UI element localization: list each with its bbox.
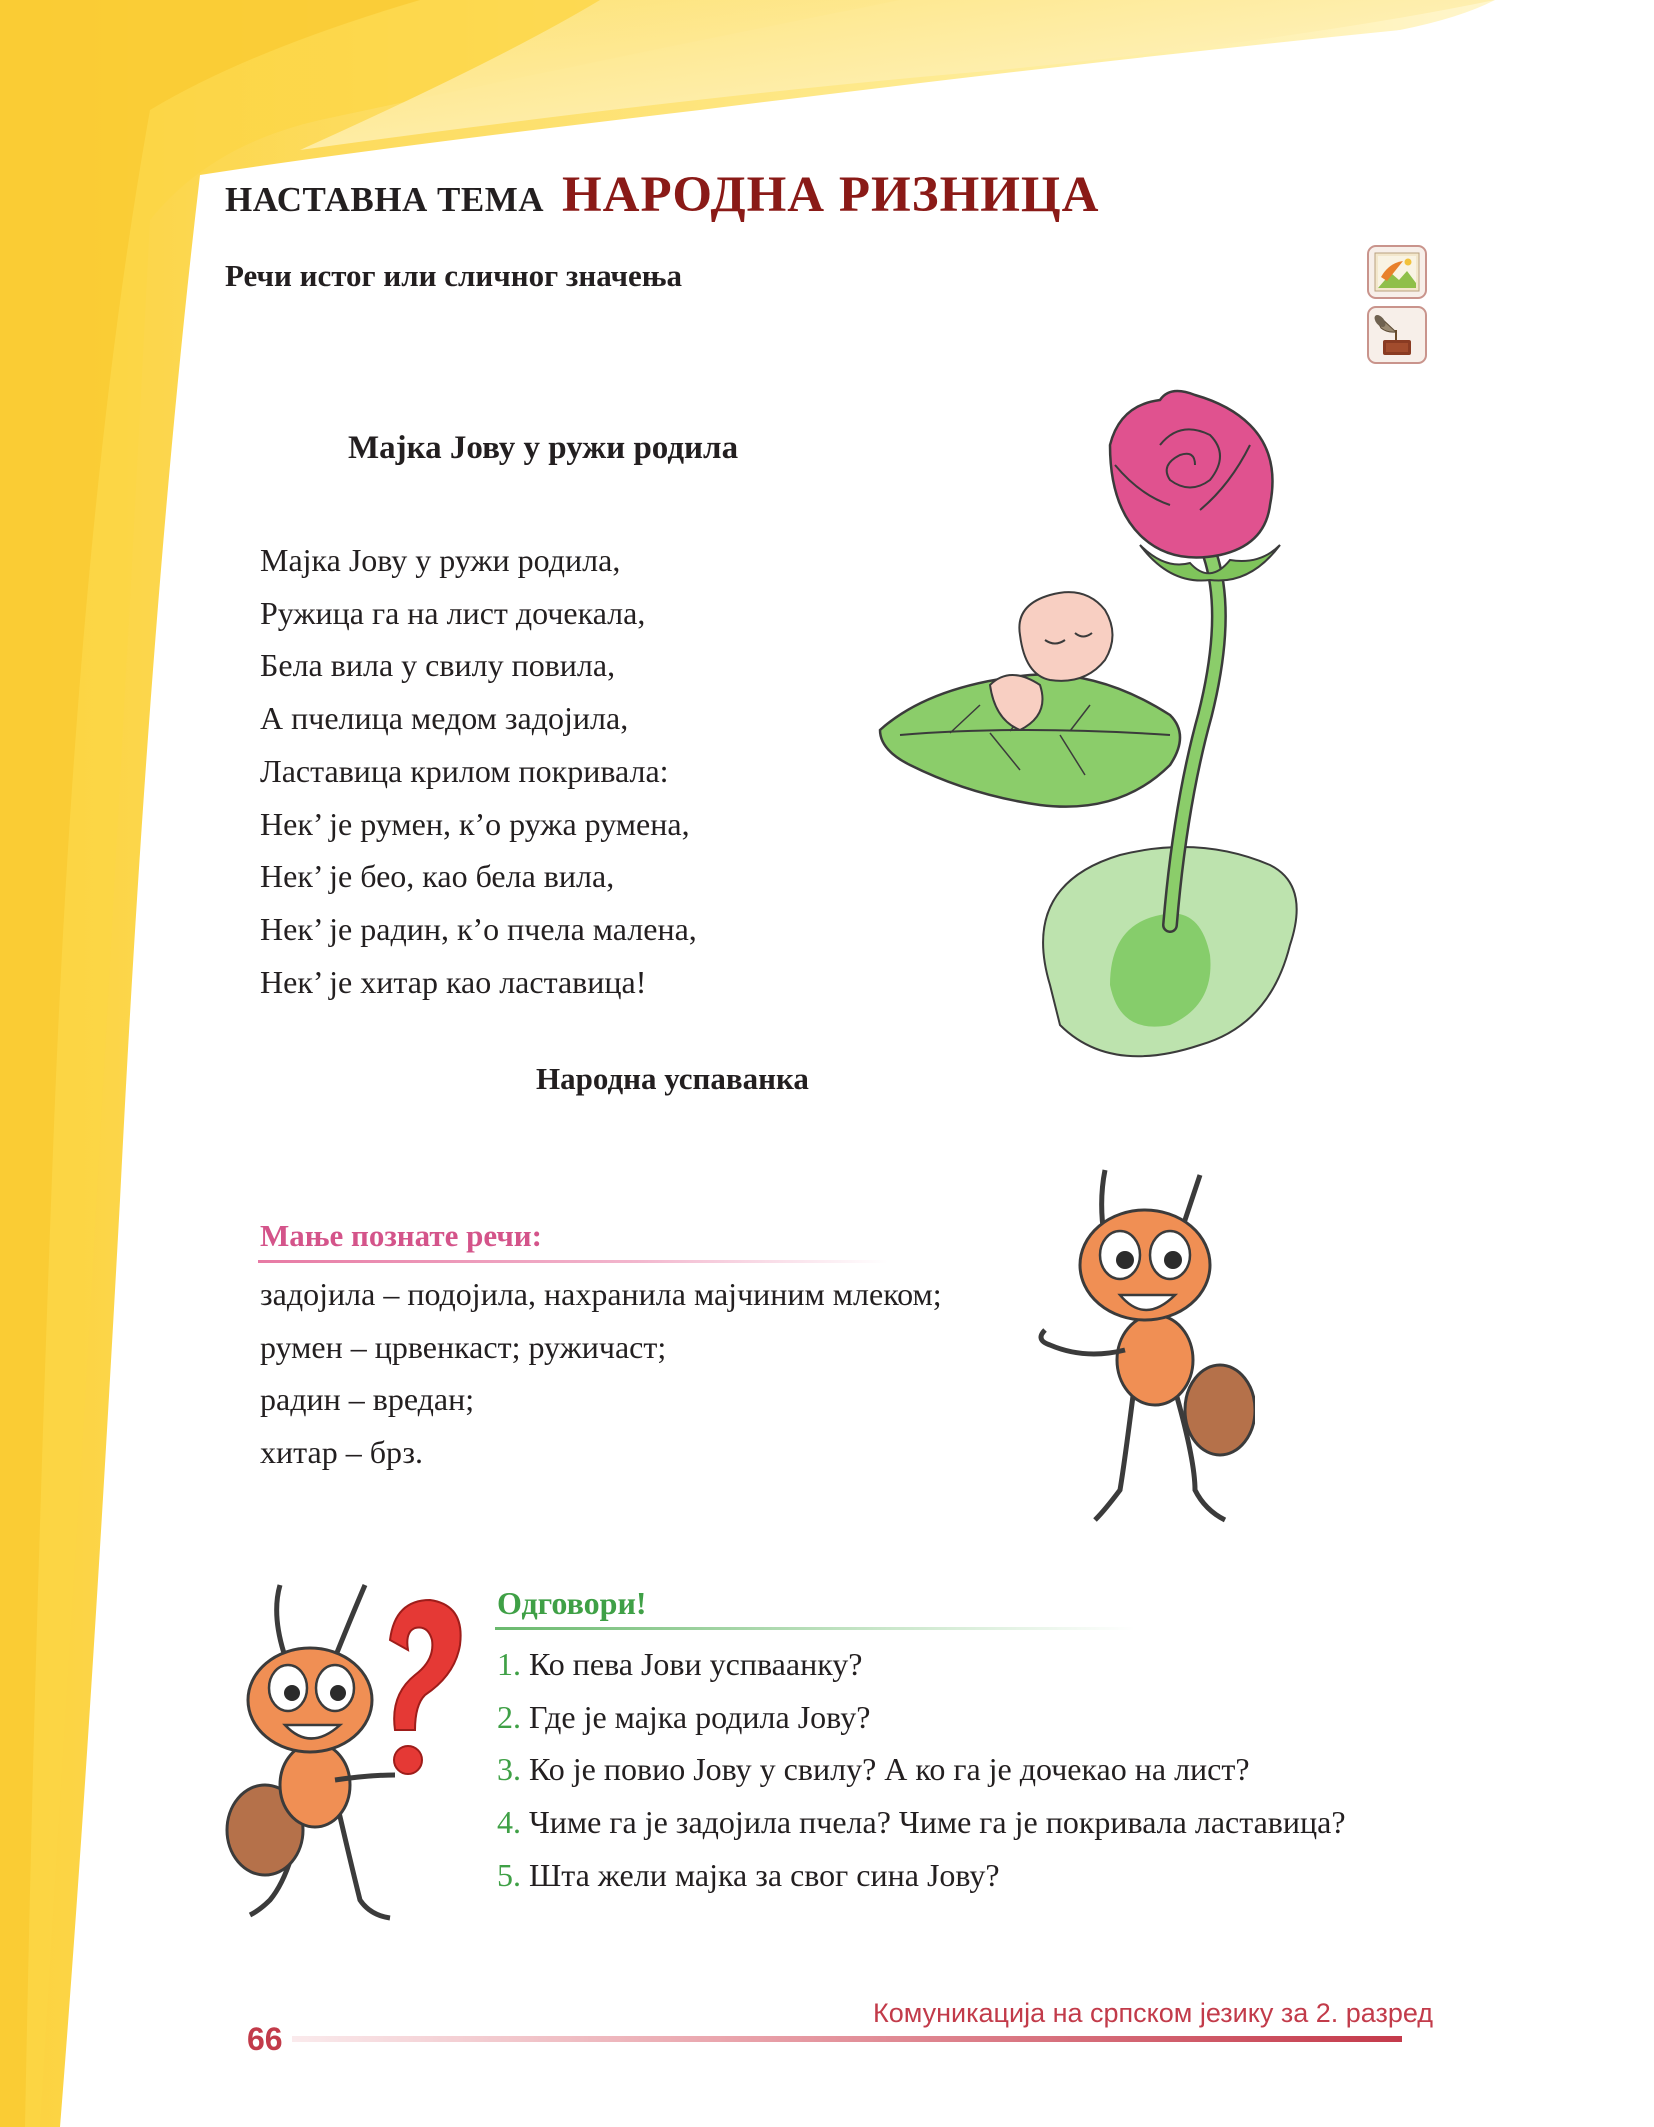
answer-section-title: Одговори! — [497, 1585, 647, 1621]
chapter-header — [225, 166, 1099, 224]
question-item — [497, 1796, 1346, 1849]
ant-waving-illustration — [1025, 1160, 1255, 1535]
question-item — [497, 1638, 1346, 1691]
answer-title-underline — [495, 1627, 1135, 1630]
vocabulary-item: румен – црвенкаст; ружичаст; — [260, 1328, 667, 1365]
question-list — [497, 1638, 1346, 1902]
poem-line: Бела вила у свилу повила, — [260, 647, 616, 684]
book-title-footer: Комуникација на српском језику за 2. разред — [873, 1998, 1434, 2028]
poem-line: Нек’ је радин, к’о пчела малена, — [260, 910, 697, 947]
poem-line: Мајка Јову у ружи родила, — [260, 542, 621, 578]
image-gallery-icon[interactable] — [1367, 245, 1427, 299]
gramophone-audio-icon[interactable] — [1367, 306, 1427, 364]
question-item — [497, 1691, 1346, 1744]
footer-divider — [292, 2036, 1402, 2042]
question-text: Чиме га је задојила пчела? Чиме га је покривала ластавица? — [529, 1804, 1346, 1841]
lesson-subtitle: Речи истог или сличног значења — [225, 258, 682, 293]
question-number: 5. — [497, 1856, 521, 1893]
question-text: Ко пева Јови успваанку? — [529, 1646, 863, 1682]
poem-line: Ружица га на лист дочекала, — [260, 594, 646, 631]
question-text: Где је мајка родила Јову? — [529, 1698, 871, 1735]
vocabulary-item: радин – вредан; — [260, 1381, 475, 1418]
rose-with-baby-illustration — [870, 385, 1310, 1065]
question-item — [497, 1849, 1346, 1902]
vocabulary-list — [260, 1268, 942, 1479]
vocabulary-title-underline — [258, 1260, 888, 1263]
page-number: 66 — [247, 2021, 283, 2057]
ant-with-question-mark-illustration — [220, 1580, 470, 1930]
poem-lines — [260, 534, 697, 1008]
poem-line: Нек’ је хитар као ластавица! — [260, 963, 647, 1000]
poem-source: Народна успаванка — [536, 1061, 809, 1096]
vocabulary-item: задојила – подојила, нахранила мајчиним млеком; — [260, 1276, 942, 1312]
chapter-label: НАСТАВНА ТЕМА — [225, 180, 545, 219]
question-number: 2. — [497, 1698, 521, 1735]
vocabulary-item: хитар – брз. — [260, 1434, 424, 1471]
poem-line: Ластавица крилом покривала: — [260, 752, 669, 789]
question-number: 4. — [497, 1804, 521, 1841]
question-number: 3. — [497, 1751, 521, 1788]
poem-line: Нек’ је бео, као бела вила, — [260, 858, 615, 895]
question-text: Ко је повио Јову у свилу? А ко га је дочекао на лист? — [529, 1751, 1250, 1788]
chapter-title: НАРОДНА РИЗНИЦА — [562, 167, 1100, 223]
question-item — [497, 1743, 1346, 1796]
poem-line: А пчелица медом задојила, — [260, 700, 629, 737]
poem-title: Мајка Јову у ружи родила — [348, 430, 739, 466]
vocabulary-title: Мање познате речи: — [260, 1218, 542, 1253]
poem-line: Нек’ је румен, к’о ружа румена, — [260, 805, 690, 842]
question-text: Шта жели мајка за свог сина Јову? — [529, 1856, 1000, 1893]
question-number: 1. — [497, 1646, 521, 1682]
